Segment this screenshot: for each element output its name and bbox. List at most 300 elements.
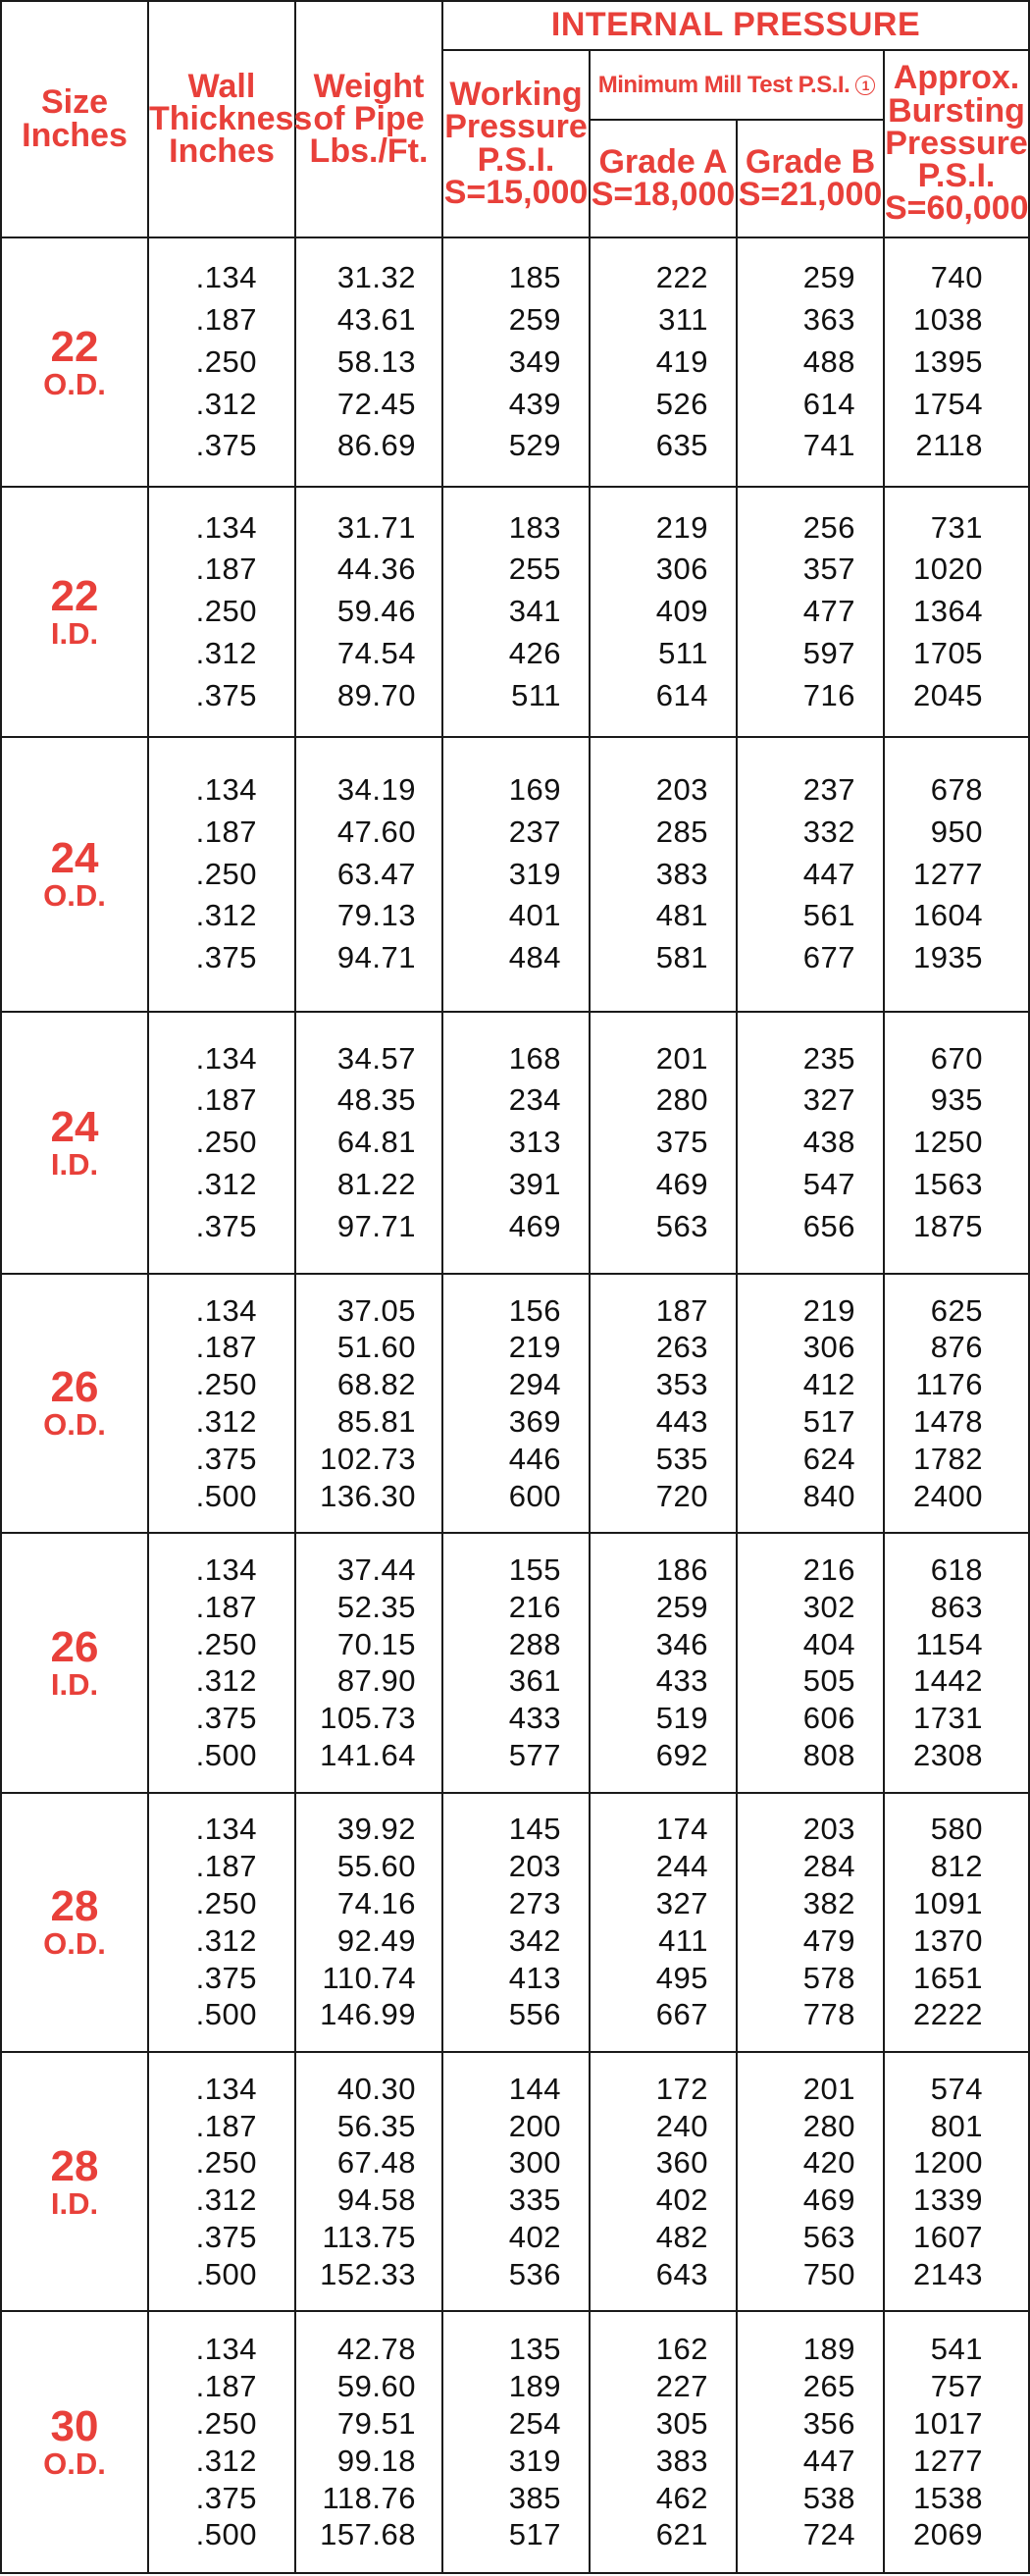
working-pressure-value: 216 <box>508 1589 561 1624</box>
header-grade-a-line: S=18,000 <box>591 176 736 213</box>
wall-thickness-value: .375 <box>195 1441 257 1476</box>
footnote-one-icon: 1 <box>855 76 875 95</box>
grade-b-pressure-column-cell <box>737 2052 884 2311</box>
header-grade-a-line: Grade A <box>598 142 728 181</box>
grade-a-pressure-value: 495 <box>655 1960 708 1995</box>
bursting-pressure-value: 1442 <box>913 1663 984 1699</box>
weight-per-foot-value: 34.57 <box>336 1040 416 1076</box>
wall-thickness-value: .134 <box>195 1551 257 1587</box>
wall-thickness-value: .250 <box>195 1626 257 1661</box>
wall-thickness-value: .375 <box>195 1701 257 1736</box>
wall-thickness-value: .187 <box>195 302 257 338</box>
size-value: 26 <box>50 1622 99 1671</box>
grade-b-pressure-value: 219 <box>802 1292 855 1328</box>
grade-b-pressure-column-cell <box>737 1012 884 1273</box>
bursting-pressure-value: 2400 <box>913 1478 984 1513</box>
header-bursting-pressure <box>884 50 1029 237</box>
wall-thickness-value: .187 <box>195 2369 257 2404</box>
size-type: O.D. <box>43 878 106 914</box>
wall-thickness-value: .312 <box>195 2182 257 2218</box>
weight-per-foot-value: 85.81 <box>336 1403 416 1439</box>
header-working-line: Pressure <box>444 108 588 146</box>
wall-thickness-value: .134 <box>195 1812 257 1847</box>
wall-thickness-value: .375 <box>195 677 257 712</box>
weight-per-foot-value: 37.05 <box>336 1292 416 1328</box>
grade-b-pressure-value: 438 <box>802 1125 855 1160</box>
weight-per-foot-column-cell <box>295 1533 442 1792</box>
bursting-pressure-column-cell <box>884 1274 1029 1533</box>
size-value: 26 <box>50 1363 99 1412</box>
grade-b-pressure-value: 517 <box>802 1403 855 1439</box>
working-pressure-value: 484 <box>508 940 561 975</box>
wall-thickness-column-cell <box>148 1012 295 1273</box>
bursting-pressure-column-cell <box>884 1793 1029 2052</box>
working-pressure-column-cell <box>442 1793 590 2052</box>
weight-per-foot-column-cell <box>295 237 442 487</box>
working-pressure-value: 219 <box>508 1330 561 1365</box>
working-pressure-value: 156 <box>508 1292 561 1328</box>
working-pressure-value: 577 <box>508 1738 561 1772</box>
working-pressure-value: 600 <box>508 1478 561 1513</box>
bursting-pressure-value: 1091 <box>913 1886 984 1920</box>
wall-thickness-value: .500 <box>195 2256 257 2291</box>
size-value: 22 <box>50 322 99 371</box>
grade-a-pressure-value: 667 <box>655 1997 708 2032</box>
bursting-pressure-value: 757 <box>930 2369 984 2404</box>
bursting-pressure-value: 2118 <box>915 428 984 463</box>
grade-a-pressure-value: 614 <box>655 677 708 712</box>
grade-a-pressure-value: 360 <box>655 2145 708 2181</box>
size-type: O.D. <box>43 1407 106 1443</box>
bursting-pressure-value: 574 <box>930 2071 984 2106</box>
weight-per-foot-column-cell <box>295 737 442 1013</box>
weight-per-foot-value: 68.82 <box>336 1367 416 1402</box>
wall-thickness-value: .375 <box>195 940 257 975</box>
bursting-pressure-column-cell <box>884 1533 1029 1792</box>
grade-b-pressure-value: 741 <box>802 428 855 463</box>
grade-a-pressure-value: 581 <box>655 940 708 975</box>
grade-b-pressure-value: 488 <box>802 343 855 379</box>
grade-b-pressure-value: 578 <box>802 1960 855 1995</box>
wall-thickness-value: .187 <box>195 1330 257 1365</box>
grade-b-pressure-value: 538 <box>802 2480 855 2515</box>
weight-per-foot-value: 56.35 <box>336 2108 416 2143</box>
grade-b-pressure-value: 332 <box>802 814 855 849</box>
weight-per-foot-column-cell <box>295 1274 442 1533</box>
wall-thickness-value: .375 <box>195 1208 257 1243</box>
grade-a-pressure-value: 285 <box>655 814 708 849</box>
header-bursting-line: P.S.I. <box>917 157 996 195</box>
grade-a-pressure-value: 692 <box>655 1738 708 1772</box>
weight-per-foot-value: 94.58 <box>336 2182 416 2218</box>
bursting-pressure-column-cell <box>884 2052 1029 2311</box>
working-pressure-value: 234 <box>508 1082 561 1118</box>
grade-b-pressure-value: 808 <box>802 1738 855 1772</box>
pipe-size-group <box>1 237 1029 487</box>
working-pressure-value: 446 <box>508 1441 561 1476</box>
bursting-pressure-value: 1277 <box>913 2443 984 2478</box>
grade-b-pressure-value: 265 <box>802 2369 855 2404</box>
weight-per-foot-value: 81.22 <box>336 1166 416 1201</box>
size-value: 28 <box>50 2141 99 2190</box>
wall-thickness-value: .250 <box>195 1367 257 1402</box>
grade-b-pressure-value: 716 <box>802 677 855 712</box>
header-wall-thickness <box>148 1 313 237</box>
working-pressure-value: 556 <box>508 1997 561 2032</box>
size-cell <box>1 1012 148 1273</box>
bursting-pressure-value: 670 <box>930 1040 984 1076</box>
size-cell <box>1 487 148 736</box>
wall-thickness-value: .187 <box>195 814 257 849</box>
grade-a-pressure-value: 305 <box>655 2405 708 2441</box>
bursting-pressure-value: 625 <box>930 1292 984 1328</box>
header-bursting-line: Approx. <box>893 59 1020 97</box>
grade-b-pressure-value: 356 <box>802 2405 855 2441</box>
pipe-size-group <box>1 487 1029 736</box>
bursting-pressure-value: 1651 <box>913 1960 984 1995</box>
bursting-pressure-value: 731 <box>930 509 984 545</box>
grade-b-pressure-value: 420 <box>802 2145 855 2181</box>
wall-thickness-column-cell <box>148 737 295 1013</box>
weight-per-foot-value: 70.15 <box>336 1626 416 1661</box>
size-type: I.D. <box>50 1146 99 1182</box>
grade-b-pressure-value: 382 <box>802 1886 855 1920</box>
wall-thickness-value: .375 <box>195 1960 257 1995</box>
working-pressure-value: 426 <box>508 635 561 670</box>
wall-thickness-value: .312 <box>195 386 257 421</box>
wall-thickness-value: .312 <box>195 1166 257 1201</box>
wall-thickness-value: .250 <box>195 856 257 891</box>
grade-b-pressure-value: 656 <box>802 1208 855 1243</box>
grade-a-pressure-value: 186 <box>655 1551 708 1587</box>
grade-a-pressure-value: 535 <box>655 1441 708 1476</box>
grade-a-pressure-value: 244 <box>655 1849 708 1884</box>
working-pressure-value: 349 <box>508 343 561 379</box>
grade-a-pressure-value: 187 <box>655 1292 708 1328</box>
wall-thickness-value: .187 <box>195 552 257 587</box>
working-pressure-value: 369 <box>508 1403 561 1439</box>
bursting-pressure-value: 2069 <box>913 2517 984 2552</box>
grade-b-pressure-value: 327 <box>802 1082 855 1118</box>
weight-per-foot-value: 52.35 <box>336 1589 416 1624</box>
bursting-pressure-value: 1782 <box>913 1441 984 1476</box>
bursting-pressure-value: 1154 <box>915 1626 984 1661</box>
header-weight <box>295 1 442 237</box>
wall-thickness-column-cell <box>148 487 295 736</box>
working-pressure-value: 294 <box>508 1367 561 1402</box>
header-working-pressure <box>442 50 590 237</box>
bursting-pressure-value: 1754 <box>913 386 984 421</box>
working-pressure-value: 536 <box>508 2256 561 2291</box>
bursting-pressure-value: 1563 <box>913 1166 984 1201</box>
size-cell <box>1 1793 148 2052</box>
grade-b-pressure-value: 235 <box>802 1040 855 1076</box>
size-cell <box>1 1533 148 1792</box>
wall-thickness-value: .500 <box>195 2517 257 2552</box>
grade-b-pressure-value: 614 <box>802 386 855 421</box>
header-weight-line: of Pipe <box>313 99 425 137</box>
pipe-size-group <box>1 2311 1029 2573</box>
grade-b-pressure-value: 561 <box>802 898 855 933</box>
grade-a-pressure-value: 280 <box>655 1082 708 1118</box>
weight-per-foot-value: 99.18 <box>336 2443 416 2478</box>
grade-b-pressure-column-cell <box>737 737 884 1013</box>
working-pressure-column-cell <box>442 237 590 487</box>
header-wall-line: Wall <box>187 67 256 105</box>
grade-b-pressure-value: 469 <box>802 2182 855 2218</box>
working-pressure-value: 335 <box>508 2182 561 2218</box>
grade-a-pressure-value: 409 <box>655 594 708 629</box>
grade-b-pressure-column-cell <box>737 1533 884 1792</box>
header-weight-line: Lbs./Ft. <box>309 132 429 171</box>
grade-b-pressure-value: 363 <box>802 302 855 338</box>
size-cell <box>1 237 148 487</box>
header-grade-a <box>590 120 737 237</box>
grade-b-pressure-value: 547 <box>802 1166 855 1201</box>
weight-per-foot-value: 59.60 <box>336 2369 416 2404</box>
grade-b-pressure-value: 477 <box>802 594 855 629</box>
weight-per-foot-value: 86.69 <box>336 428 416 463</box>
working-pressure-value: 391 <box>508 1166 561 1201</box>
size-value: 24 <box>50 834 99 883</box>
grade-b-pressure-column-cell <box>737 2311 884 2573</box>
pipe-size-group <box>1 737 1029 1013</box>
wall-thickness-value: .312 <box>195 635 257 670</box>
grade-a-pressure-value: 481 <box>655 898 708 933</box>
wall-thickness-value: .312 <box>195 1403 257 1439</box>
working-pressure-value: 341 <box>508 594 561 629</box>
working-pressure-column-cell <box>442 2311 590 2573</box>
grade-a-pressure-value: 643 <box>655 2256 708 2291</box>
wall-thickness-column-cell <box>148 237 295 487</box>
header-size <box>1 1 148 237</box>
working-pressure-value: 168 <box>508 1040 561 1076</box>
grade-a-pressure-value: 203 <box>655 772 708 808</box>
weight-per-foot-value: 146.99 <box>320 1997 416 2032</box>
working-pressure-value: 413 <box>508 1960 561 1995</box>
wall-thickness-value: .250 <box>195 1886 257 1920</box>
grade-b-pressure-column-cell <box>737 1274 884 1533</box>
bursting-pressure-value: 1731 <box>913 1701 984 1736</box>
grade-b-pressure-value: 302 <box>802 1589 855 1624</box>
grade-a-pressure-value: 462 <box>655 2480 708 2515</box>
header-internal-pressure: INTERNAL PRESSURE <box>442 1 1029 50</box>
grade-a-pressure-column-cell <box>590 487 737 736</box>
grade-a-pressure-value: 227 <box>655 2369 708 2404</box>
bursting-pressure-value: 1364 <box>913 594 984 629</box>
bursting-pressure-value: 1200 <box>913 2145 984 2181</box>
bursting-pressure-column-cell <box>884 237 1029 487</box>
grade-a-pressure-value: 383 <box>655 2443 708 2478</box>
grade-a-pressure-column-cell <box>590 2311 737 2573</box>
wall-thickness-value: .187 <box>195 2108 257 2143</box>
wall-thickness-value: .312 <box>195 2443 257 2478</box>
bursting-pressure-value: 1607 <box>913 2220 984 2255</box>
grade-a-pressure-value: 222 <box>655 260 708 295</box>
grade-b-pressure-value: 203 <box>802 1812 855 1847</box>
grade-b-pressure-value: 606 <box>802 1701 855 1736</box>
grade-b-pressure-value: 259 <box>802 260 855 295</box>
pipe-size-group <box>1 1533 1029 1792</box>
bursting-pressure-value: 1705 <box>913 635 984 670</box>
header-mill-test <box>590 50 884 120</box>
wall-thickness-value: .187 <box>195 1082 257 1118</box>
bursting-pressure-column-cell <box>884 1012 1029 1273</box>
grade-a-pressure-value: 162 <box>655 2332 708 2367</box>
bursting-pressure-value: 812 <box>930 1849 984 1884</box>
header-grade-b <box>737 120 884 237</box>
weight-per-foot-value: 105.73 <box>320 1701 416 1736</box>
bursting-pressure-value: 740 <box>930 260 984 295</box>
wall-thickness-value: .375 <box>195 2480 257 2515</box>
grade-b-pressure-column-cell <box>737 237 884 487</box>
working-pressure-value: 135 <box>508 2332 561 2367</box>
working-pressure-column-cell <box>442 1533 590 1792</box>
weight-per-foot-value: 47.60 <box>336 814 416 849</box>
weight-per-foot-value: 110.74 <box>322 1960 416 1995</box>
weight-per-foot-value: 74.16 <box>336 1886 416 1920</box>
grade-b-pressure-value: 256 <box>802 509 855 545</box>
grade-b-pressure-value: 216 <box>802 1551 855 1587</box>
grade-a-pressure-value: 259 <box>655 1589 708 1624</box>
working-pressure-value: 402 <box>508 2220 561 2255</box>
bursting-pressure-value: 801 <box>930 2108 984 2143</box>
grade-b-pressure-value: 778 <box>802 1997 855 2032</box>
working-pressure-value: 169 <box>508 772 561 808</box>
bursting-pressure-value: 1277 <box>913 856 984 891</box>
grade-b-pressure-value: 840 <box>802 1478 855 1513</box>
bursting-pressure-value: 876 <box>930 1330 984 1365</box>
wall-thickness-value: .134 <box>195 772 257 808</box>
weight-per-foot-value: 141.64 <box>320 1738 416 1772</box>
grade-b-pressure-value: 201 <box>802 2071 855 2106</box>
grade-b-pressure-value: 284 <box>802 1849 855 1884</box>
grade-b-pressure-value: 237 <box>802 772 855 808</box>
grade-b-pressure-value: 404 <box>802 1626 855 1661</box>
weight-per-foot-column-cell <box>295 1793 442 2052</box>
wall-thickness-value: .375 <box>195 2220 257 2255</box>
header-wall-line: Inches <box>169 132 275 171</box>
grade-a-pressure-value: 311 <box>658 302 708 338</box>
weight-per-foot-value: 87.90 <box>336 1663 416 1699</box>
header-size-line: Inches <box>22 116 128 154</box>
working-pressure-value: 183 <box>508 509 561 545</box>
grade-a-pressure-value: 411 <box>658 1922 708 1958</box>
working-pressure-value: 319 <box>508 856 561 891</box>
bursting-pressure-value: 1478 <box>913 1403 984 1439</box>
grade-a-pressure-value: 526 <box>655 386 708 421</box>
wall-thickness-column-cell <box>148 1793 295 2052</box>
grade-a-pressure-value: 306 <box>655 552 708 587</box>
wall-thickness-value: .134 <box>195 509 257 545</box>
weight-per-foot-value: 152.33 <box>320 2256 416 2291</box>
bursting-pressure-value: 2045 <box>913 677 984 712</box>
grade-a-pressure-value: 402 <box>655 2182 708 2218</box>
bursting-pressure-value: 1176 <box>915 1367 984 1402</box>
weight-per-foot-value: 55.60 <box>336 1849 416 1884</box>
grade-a-pressure-value: 383 <box>655 856 708 891</box>
working-pressure-value: 185 <box>508 260 561 295</box>
bursting-pressure-value: 618 <box>930 1551 984 1587</box>
wall-thickness-value: .312 <box>195 1663 257 1699</box>
grade-b-pressure-column-cell <box>737 1793 884 2052</box>
grade-a-pressure-column-cell <box>590 1533 737 1792</box>
working-pressure-value: 401 <box>508 898 561 933</box>
grade-a-pressure-value: 433 <box>655 1663 708 1699</box>
weight-per-foot-value: 63.47 <box>336 856 416 891</box>
working-pressure-value: 255 <box>508 552 561 587</box>
weight-per-foot-value: 42.78 <box>336 2332 416 2367</box>
header-mill-test-label: Minimum Mill Test P.S.I. <box>597 71 850 98</box>
header-size-line: Size <box>40 83 109 122</box>
grade-a-pressure-value: 346 <box>655 1626 708 1661</box>
size-cell <box>1 2052 148 2311</box>
working-pressure-value: 319 <box>508 2443 561 2478</box>
bursting-pressure-value: 541 <box>930 2332 984 2367</box>
weight-per-foot-column-cell <box>295 1012 442 1273</box>
working-pressure-value: 511 <box>511 677 561 712</box>
grade-a-pressure-column-cell <box>590 1012 737 1273</box>
header-grade-b-line: Grade B <box>745 142 876 181</box>
working-pressure-value: 273 <box>508 1886 561 1920</box>
wall-thickness-column-cell <box>148 1533 295 1792</box>
header-wall-line: Thickness <box>149 99 313 137</box>
grade-b-pressure-value: 357 <box>802 552 855 587</box>
weight-per-foot-value: 58.13 <box>336 343 416 379</box>
size-value: 28 <box>50 1882 99 1931</box>
weight-per-foot-value: 94.71 <box>336 940 416 975</box>
weight-per-foot-column-cell <box>295 2052 442 2311</box>
size-cell <box>1 737 148 1013</box>
header-working-line: P.S.I. <box>477 140 555 179</box>
header-bursting-line: Bursting <box>888 91 1025 130</box>
wall-thickness-value: .375 <box>195 428 257 463</box>
weight-per-foot-value: 92.49 <box>336 1922 416 1958</box>
grade-a-pressure-value: 720 <box>655 1478 708 1513</box>
weight-per-foot-value: 37.44 <box>336 1551 416 1587</box>
working-pressure-value: 385 <box>508 2480 561 2515</box>
grade-b-pressure-column-cell <box>737 487 884 736</box>
bursting-pressure-value: 678 <box>930 772 984 808</box>
wall-thickness-value: .250 <box>195 594 257 629</box>
size-type: O.D. <box>43 366 106 401</box>
weight-per-foot-value: 79.13 <box>336 898 416 933</box>
bursting-pressure-value: 1020 <box>913 552 984 587</box>
working-pressure-value: 288 <box>508 1626 561 1661</box>
wall-thickness-value: .500 <box>195 1478 257 1513</box>
working-pressure-value: 300 <box>508 2145 561 2181</box>
grade-b-pressure-value: 280 <box>802 2108 855 2143</box>
grade-a-pressure-value: 263 <box>655 1330 708 1365</box>
working-pressure-value: 203 <box>508 1849 561 1884</box>
grade-a-pressure-value: 327 <box>655 1886 708 1920</box>
size-cell <box>1 1274 148 1533</box>
bursting-pressure-value: 1935 <box>913 940 984 975</box>
bursting-pressure-column-cell <box>884 2311 1029 2573</box>
working-pressure-value: 342 <box>508 1922 561 1958</box>
wall-thickness-value: .134 <box>195 1040 257 1076</box>
bursting-pressure-value: 2222 <box>913 1997 984 2032</box>
size-value: 24 <box>50 1102 99 1151</box>
grade-a-pressure-column-cell <box>590 2052 737 2311</box>
bursting-pressure-value: 580 <box>930 1812 984 1847</box>
grade-a-pressure-column-cell <box>590 1274 737 1533</box>
grade-a-pressure-value: 353 <box>655 1367 708 1402</box>
bursting-pressure-value: 1370 <box>913 1922 984 1958</box>
working-pressure-value: 145 <box>508 1812 561 1847</box>
wall-thickness-value: .250 <box>195 343 257 379</box>
bursting-pressure-value: 1017 <box>913 2405 984 2441</box>
